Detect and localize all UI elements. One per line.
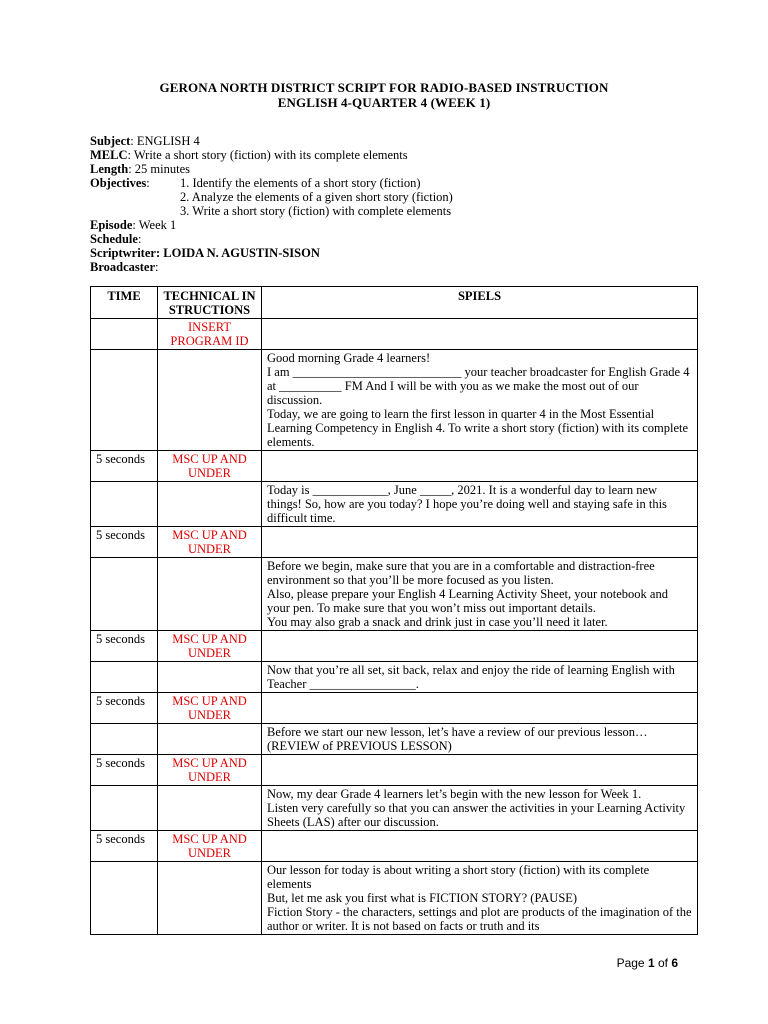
header-spiels: SPIELS (262, 287, 698, 319)
time-cell: 5 seconds (91, 527, 158, 558)
broadcaster-row (90, 260, 453, 274)
length-row (90, 162, 453, 176)
spiel-cell (262, 862, 698, 935)
spiel-line: Today is ____________, June _____, 2021. It is a wonderful day to learn new things! So, how are you today? I hope you’re doing well and staying safe in this difficult time. (267, 483, 667, 525)
time-cell (91, 558, 158, 631)
time-cell (91, 482, 158, 527)
spiel-line: Today, we are going to learn the first lesson in quarter 4 in the Most Essential Learning Competency in English 4. To write a short story (fiction) with its complete elements. (267, 407, 689, 449)
objectives-label: Objectives (90, 176, 147, 190)
technical-instruction-cell (158, 482, 262, 527)
spiel-cell (262, 631, 698, 662)
script-table (90, 286, 698, 935)
technical-instruction-cell: MSC UP AND UNDER (158, 693, 262, 724)
episode-row (90, 218, 453, 232)
page-footer (617, 956, 678, 970)
table-row (91, 755, 698, 786)
episode-label: Episode (90, 218, 133, 232)
scriptwriter-label: Scriptwriter: (90, 246, 161, 260)
objective-row-3 (90, 204, 453, 218)
objectives-row (90, 176, 453, 190)
length-value: : 25 minutes (128, 162, 191, 176)
schedule-row (90, 232, 453, 246)
page-total: 6 (671, 956, 678, 970)
time-cell (91, 862, 158, 935)
header-time: TIME (91, 287, 158, 319)
episode-value: : Week 1 (132, 218, 177, 232)
spiel-line: You may also grab a snack and drink just in case you’ll need it later. (267, 615, 608, 629)
spiel-line: Also, please prepare your English 4 Learning Activity Sheet, your notebook and your pen. To make sure that you won’t miss out important details. (267, 587, 668, 615)
technical-instruction-cell (158, 786, 262, 831)
table-row (91, 631, 698, 662)
table-row (91, 527, 698, 558)
spiel-cell (262, 319, 698, 350)
technical-instruction-cell: MSC UP AND UNDER (158, 527, 262, 558)
melc-value: : Write a short story (fiction) with its complete elements (127, 148, 408, 162)
technical-instruction-cell: MSC UP AND UNDER (158, 755, 262, 786)
header-technical-instructions: TECHNICAL INSTRUCTIONS (158, 287, 262, 319)
time-cell: 5 seconds (91, 755, 158, 786)
table-row (91, 786, 698, 831)
objectives-sep: : (146, 176, 150, 190)
melc-row (90, 148, 453, 162)
spiel-cell (262, 662, 698, 693)
table-row (91, 319, 698, 350)
table-header-row (91, 287, 698, 319)
time-cell: 5 seconds (91, 831, 158, 862)
spiel-cell (262, 755, 698, 786)
table-row (91, 482, 698, 527)
spiel-line: Fiction Story - the characters, settings and plot are products of the imagination of the author or writer. It is not based on facts or truth and its (267, 905, 692, 933)
time-cell: 5 seconds (91, 693, 158, 724)
spiel-line: Before we start our new lesson, let’s have a review of our previous lesson…(REVIEW of PREVIOUS LESSON) (267, 725, 648, 753)
spiel-line: Good morning Grade 4 learners! (267, 351, 431, 365)
spiel-line: Listen very carefully so that you can answer the activities in your Learning Activity Sheets (LAS) after our discussion. (267, 801, 686, 829)
table-row (91, 558, 698, 631)
melc-label: MELC (90, 148, 128, 162)
spiel-cell (262, 693, 698, 724)
page-of-label: of (654, 956, 672, 970)
spiel-line: Now, my dear Grade 4 learners let’s begin with the new lesson for Week 1. (267, 787, 642, 801)
page-number: 1 (647, 956, 655, 970)
technical-instruction-cell (158, 558, 262, 631)
spiel-line: Now that you’re all set, sit back, relax and enjoy the ride of learning English with Teacher _________________. (267, 663, 675, 691)
subject-label: Subject (90, 134, 131, 148)
subject-row (90, 134, 453, 148)
document-title: GERONA NORTH DISTRICT SCRIPT FOR RADIO-BASED INSTRUCTION (159, 80, 609, 95)
time-cell: 5 seconds (91, 631, 158, 662)
table-row (91, 693, 698, 724)
table-row (91, 451, 698, 482)
technical-instruction-cell (158, 662, 262, 693)
time-cell (91, 350, 158, 451)
table-row (91, 831, 698, 862)
spiel-line: Before we begin, make sure that you are in a comfortable and distraction-free environment so that you’ll be more focused as you listen. (267, 559, 655, 587)
table-row (91, 862, 698, 935)
document-subtitle: ENGLISH 4-QUARTER 4 (WEEK 1) (277, 95, 491, 110)
scriptwriter-value: LOIDA N. AGUSTIN-SISON (160, 246, 320, 260)
time-cell: 5 seconds (91, 451, 158, 482)
spiel-cell (262, 724, 698, 755)
table-row (91, 662, 698, 693)
schedule-value: : (137, 232, 142, 246)
spiel-cell (262, 831, 698, 862)
technical-instruction-cell (158, 724, 262, 755)
broadcaster-label: Broadcaster (90, 260, 156, 274)
script-table-body (91, 319, 698, 935)
objective-row-2 (90, 190, 453, 204)
spiel-cell (262, 482, 698, 527)
subject-value: : ENGLISH 4 (130, 134, 200, 148)
spiel-line: Our lesson for today is about writing a short story (fiction) with its complete elements (267, 863, 650, 891)
technical-instruction-cell (158, 862, 262, 935)
table-row (91, 350, 698, 451)
scriptwriter-row (90, 246, 453, 260)
spiel-cell (262, 558, 698, 631)
spiel-line: I am ___________________________ your teacher broadcaster for English Grade 4 at __________ FM And I will be with you as we make the most out of our discussion. (267, 365, 690, 407)
technical-instruction-cell: INSERT PROGRAM ID (158, 319, 262, 350)
objective-item-1: 1. Identify the elements of a short story (fiction) (180, 176, 421, 190)
spiel-cell (262, 527, 698, 558)
schedule-label: Schedule (90, 232, 138, 246)
technical-instruction-cell (158, 350, 262, 451)
page-label: Page (616, 956, 648, 970)
spiel-cell (262, 786, 698, 831)
script-metadata (90, 134, 453, 274)
spiel-cell (262, 350, 698, 451)
time-cell (91, 319, 158, 350)
objective-item-2: 2. Analyze the elements of a given short story (fiction) (180, 190, 453, 204)
spiel-line: But, let me ask you first what is FICTION STORY? (PAUSE) (267, 891, 578, 905)
technical-instruction-cell: MSC UP AND UNDER (158, 831, 262, 862)
time-cell (91, 662, 158, 693)
length-label: Length (90, 162, 129, 176)
broadcaster-value: : (155, 260, 159, 274)
time-cell (91, 786, 158, 831)
spiel-cell (262, 451, 698, 482)
technical-instruction-cell: MSC UP AND UNDER (158, 451, 262, 482)
time-cell (91, 724, 158, 755)
technical-instruction-cell: MSC UP AND UNDER (158, 631, 262, 662)
objective-item-3: 3. Write a short story (fiction) with complete elements (180, 204, 452, 218)
table-row (91, 724, 698, 755)
